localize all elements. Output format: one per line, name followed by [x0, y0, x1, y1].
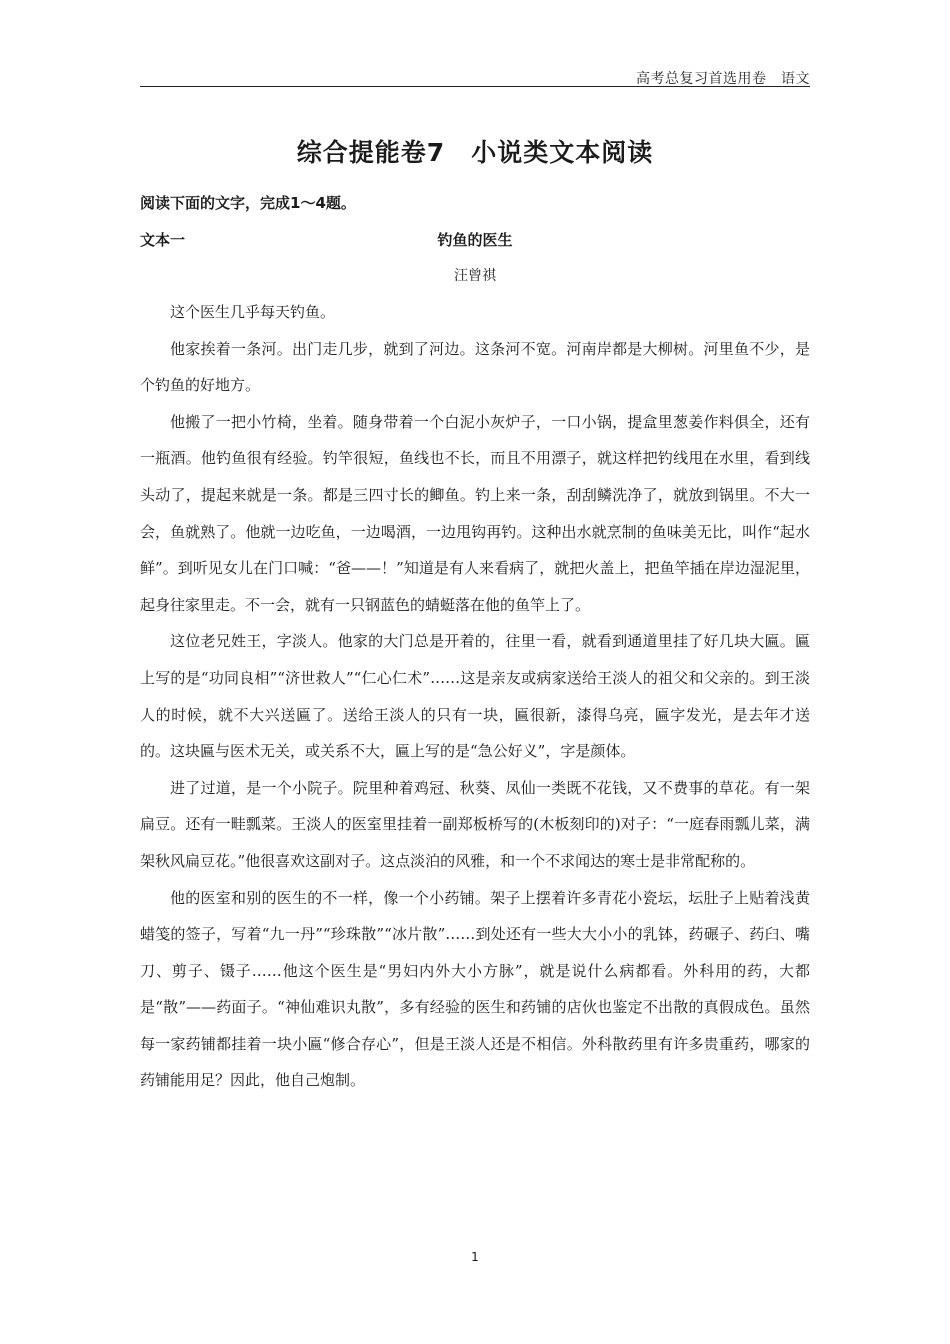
question-instruction: 阅读下面的文字，完成1～4题。: [140, 194, 356, 212]
text-label: 文本一: [140, 231, 186, 249]
story-author: 汪曾祺: [454, 268, 496, 284]
story-body: [140, 294, 810, 1099]
page-title: 综合提能卷7 小说类文本阅读: [296, 138, 654, 167]
paragraph: 他搬了一把小竹椅，坐着。随身带着一个白泥小灰炉子，一口小锅，提盒里葱姜作料俱全，还有一瓶酒。他钓鱼很有经验。钓竿很短，鱼线也不长，而且不用漂子，就这样把钓线甩在水里，看到线头动了，提起来就是一条。都是三四寸长的鲫鱼。钓上来一条，刮刮鳞洗净了，就放到锅里。不大一会，鱼就熟了。他就一边吃鱼，一边喝酒，一边甩钩再钓。这种出水就烹制的鱼味美无比，叫作“起水鲜”。到听见女儿在门口喊：“爸——！”知道是有人来看病了，就把火盖上，把鱼竿插在岸边湿泥里，起身往家里走。不一会，就有一只钢蓝色的蜻蜓落在他的鱼竿上了。: [140, 412, 810, 614]
paragraph: 他家挨着一条河。出门走几步，就到了河边。这条河不宽。河南岸都是大柳树。河里鱼不少，是个钓鱼的好地方。: [140, 339, 810, 395]
header-divider: [140, 86, 810, 87]
running-header: 高考总复习首选用卷 语文: [636, 71, 810, 87]
story-title: 钓鱼的医生: [437, 231, 513, 249]
paragraph: 进了过道，是一个小院子。院里种着鸡冠、秋葵、凤仙一类既不花钱，又不费事的草花。有一架扁豆。还有一畦瓢菜。王淡人的医室里挂着一副郑板桥写的(木板刻印的)对子：“一庭春雨瓢儿菜，满架秋风扁豆花。”他很喜欢这副对子。这点淡泊的风雅，和一个不求闻达的寒士是非常配称的。: [140, 778, 810, 870]
paragraph: 他的医室和别的医生的不一样，像一个小药铺。架子上摆着许多青花小瓷坛，坛肚子上贴着浅黄蜡笺的签子，写着“九一丹”“珍珠散”“冰片散”……到处还有一些大大小小的乳钵，药碾子、药臼、嘴刀、剪子、镊子……他这个医生是“男妇内外大小方脉”，就是说什么病都看。外科用的药，大都是“散”——药面子。“神仙难识丸散”，多有经验的医生和药铺的店伙也鉴定不出散的真假成色。虽然每一家药铺都挂着一块小匾“修合存心”，但是王淡人还是不相信。外科散药里有许多贵重药，哪家的药铺能用足？因此，他自己炮制。: [140, 888, 810, 1090]
paragraph: 这个医生几乎每天钓鱼。: [170, 303, 336, 321]
paragraph: 这位老兄姓王，字淡人。他家的大门总是开着的，往里一看，就看到通道里挂了好几块大匾。匾上写的是“功同良相”“济世救人”“仁心仁术”……这是亲友或病家送给王淡人的祖父和父亲的。到王淡人的时候，就不大兴送匾了。送给王淡人的只有一块，匾很新，漆得乌亮，匾字发光，是去年才送的。这块匾与医术无关，或关系不大，匾上写的是“急公好义”，字是颜体。: [140, 632, 810, 761]
page-number: 1: [471, 1250, 479, 1264]
